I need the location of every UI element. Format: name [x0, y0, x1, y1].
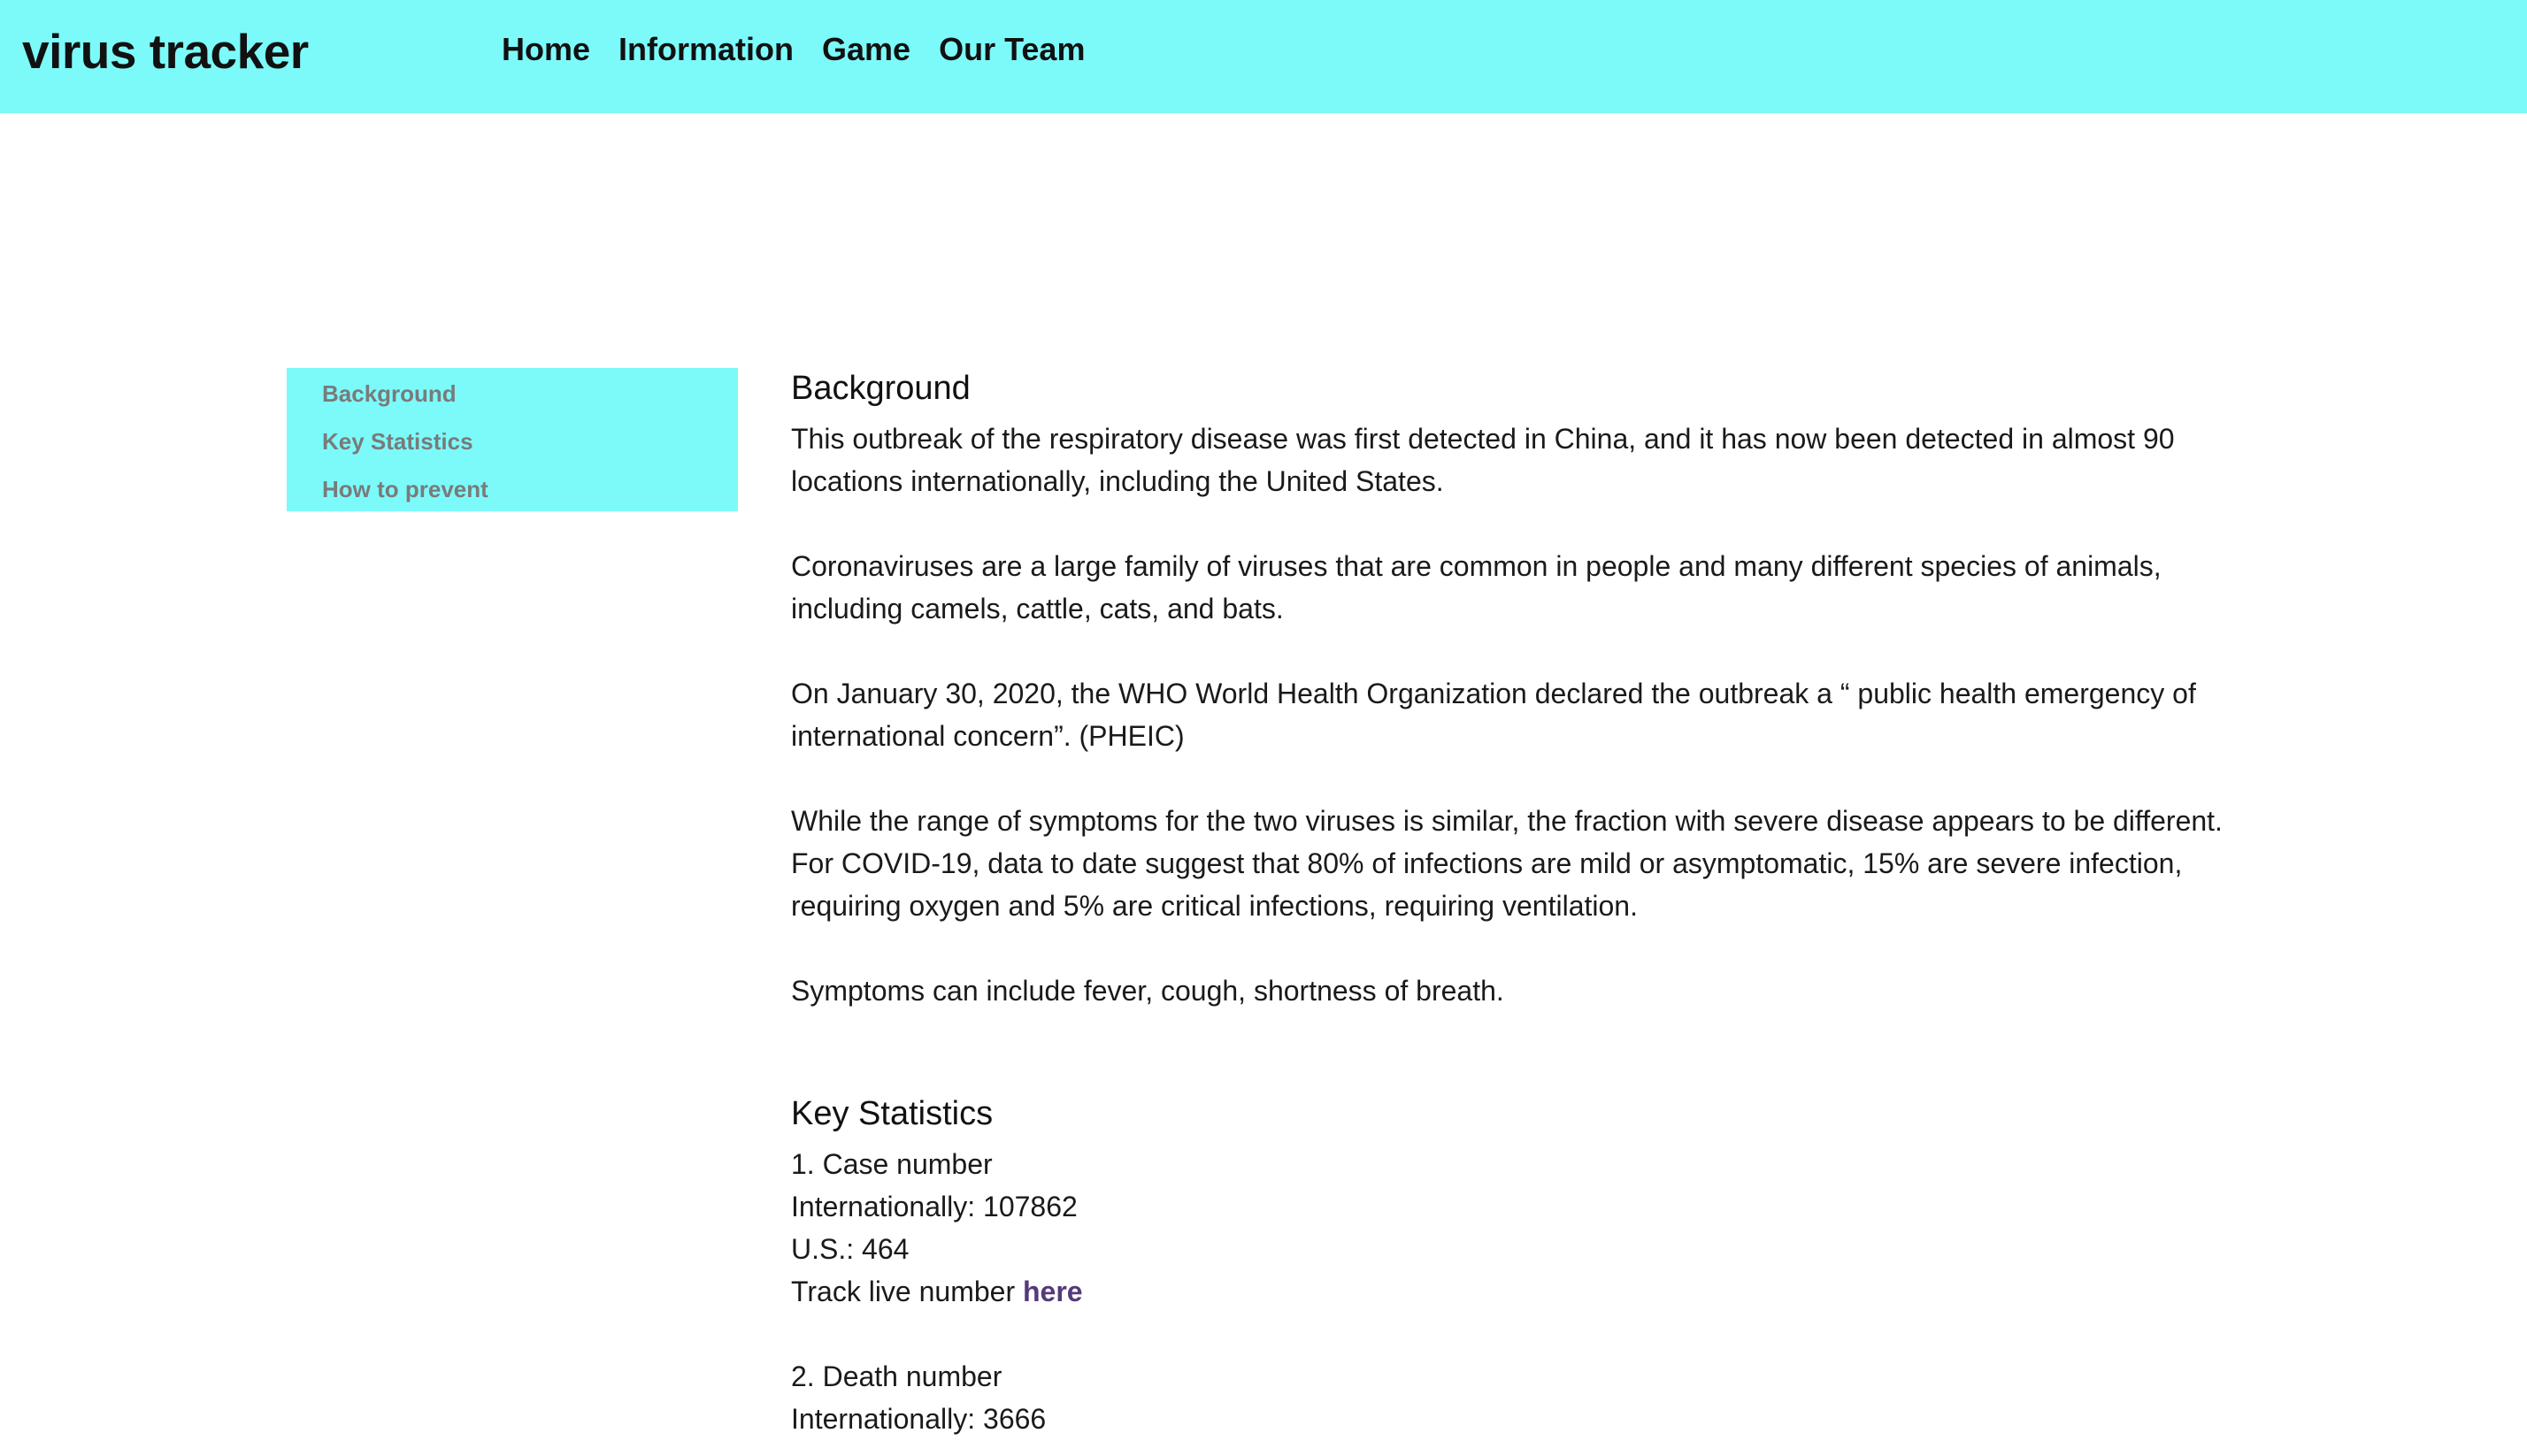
death-international: Internationally: 3666 — [791, 1403, 1047, 1435]
sidebar-item-background[interactable]: Background — [322, 380, 457, 407]
death-number-title: 2. Death number — [791, 1360, 1002, 1392]
background-paragraph-5: Symptoms can include fever, cough, shortness of breath. — [791, 975, 1504, 1007]
sidebar-item-key-statistics[interactable]: Key Statistics — [322, 428, 473, 455]
key-statistics-heading: Key Statistics — [791, 1095, 994, 1132]
section-sidebar — [287, 368, 738, 511]
top-navigation-bar — [0, 0, 2527, 113]
case-number-title: 1. Case number — [791, 1148, 993, 1180]
background-paragraph-1: This outbreak of the respiratory disease was first detected in China, and it has now been detected in almost 90 locations internationally, including the United States. — [791, 423, 2175, 497]
nav-game-link[interactable]: Game — [822, 31, 911, 67]
key-statistics-section — [791, 1092, 2251, 1440]
background-paragraph-3: On January 30, 2020, the WHO World Health Organization declared the outbreak a “ public health emergency of international concern”. (PHEIC) — [791, 678, 2196, 752]
background-section — [791, 366, 2251, 1012]
site-title[interactable]: virus tracker — [22, 24, 309, 79]
track-live-link[interactable]: here — [1023, 1276, 1083, 1307]
background-heading: Background — [791, 370, 971, 407]
nav-our-team-link[interactable]: Our Team — [939, 31, 1086, 67]
case-international: Internationally: 107862 — [791, 1191, 1078, 1222]
sidebar-item-how-to-prevent[interactable]: How to prevent — [322, 476, 488, 502]
nav-home-link[interactable]: Home — [502, 31, 591, 67]
case-us: U.S.: 464 — [791, 1233, 910, 1265]
background-paragraph-4: While the range of symptoms for the two viruses is similar, the fraction with severe disease appears to be different. For COVID-19, data to date suggest that 80% of infections are mild or asymptomatic, 15% are severe infection, requiring oxygen and 5% are critical infections, requiring ventilation. — [791, 805, 2223, 922]
main-content — [791, 366, 2251, 1440]
nav-information-link[interactable]: Information — [618, 31, 795, 67]
track-live-line — [791, 1270, 2251, 1313]
track-live-text: Track live number — [791, 1276, 1023, 1307]
background-paragraph-2: Coronaviruses are a large family of viruses that are common in people and many different species of animals, including camels, cattle, cats, and bats. — [791, 550, 2162, 625]
main-nav — [502, 28, 1085, 71]
